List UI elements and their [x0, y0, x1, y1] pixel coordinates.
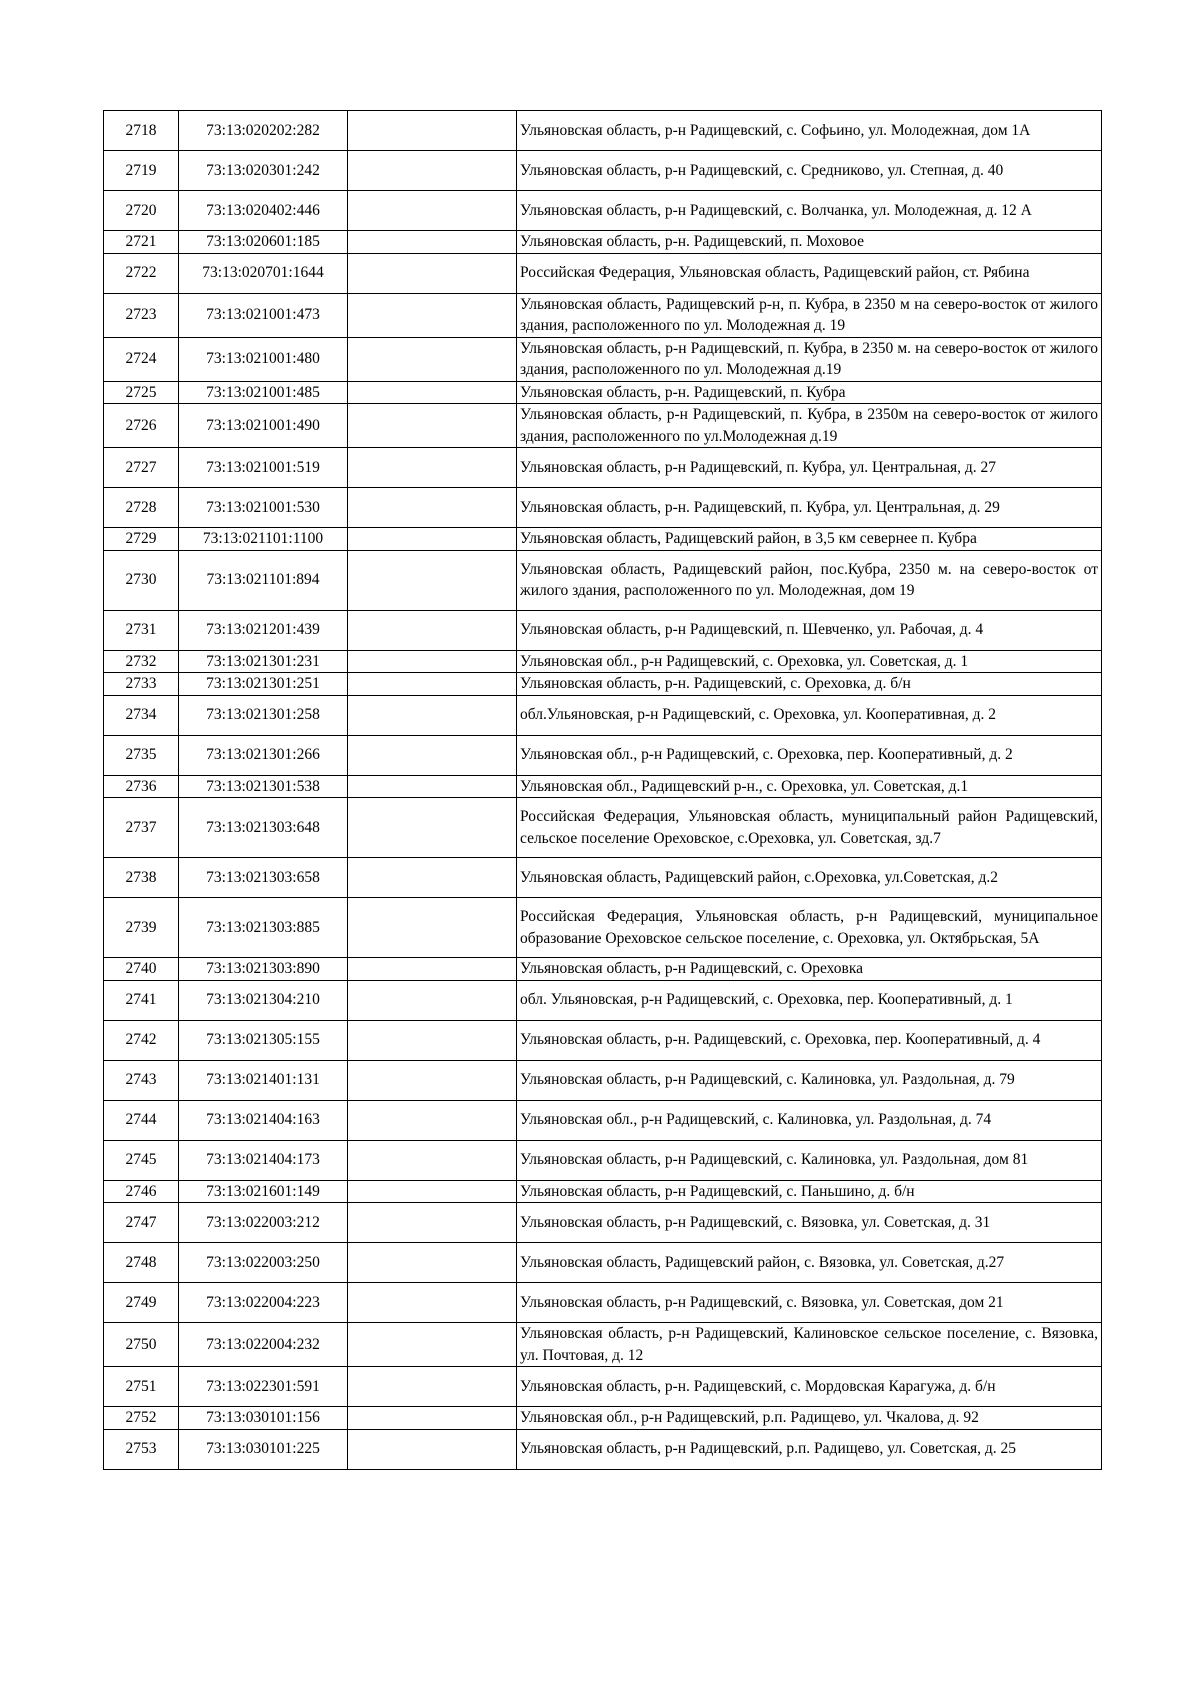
empty-cell [348, 381, 517, 404]
row-number-cell: 2721 [104, 231, 179, 254]
address-cell: Ульяновская область, р-н. Радищевский, с. Ореховка, д. б/н [517, 673, 1102, 696]
address-cell: Российская Федерация, Ульяновская область, р-н Радищевский, муниципальное образование Ореховское сельское поселение, с. Ореховка, ул. Октябрьская, 5А [517, 898, 1102, 958]
row-number-cell: 2743 [104, 1060, 179, 1100]
cadastral-number-cell: 73:13:021303:648 [179, 798, 348, 858]
empty-cell [348, 980, 517, 1020]
cadastral-number-cell: 73:13:021101:894 [179, 550, 348, 610]
cadastral-number-cell: 73:13:030101:225 [179, 1429, 348, 1469]
row-number-cell: 2731 [104, 610, 179, 650]
table-row [104, 798, 1102, 858]
empty-cell [348, 610, 517, 650]
cadastral-number-cell: 73:13:030101:156 [179, 1407, 348, 1430]
row-number-cell: 2718 [104, 111, 179, 151]
row-number-cell: 2733 [104, 673, 179, 696]
row-number-cell: 2723 [104, 293, 179, 337]
table-row [104, 151, 1102, 191]
cadastral-number-cell: 73:13:021001:519 [179, 448, 348, 488]
empty-cell [348, 1100, 517, 1140]
row-number-cell: 2745 [104, 1140, 179, 1180]
address-cell: Ульяновская область, р-н Радищевский, п. Кубра, ул. Центральная, д. 27 [517, 448, 1102, 488]
table-row [104, 610, 1102, 650]
table-row [104, 1140, 1102, 1180]
cadastral-number-cell: 73:13:020402:446 [179, 191, 348, 231]
address-cell: Ульяновская область, р-н Радищевский, с. Паньшино, д. б/н [517, 1180, 1102, 1203]
row-number-cell: 2752 [104, 1407, 179, 1430]
table-row [104, 673, 1102, 696]
cadastral-number-cell: 73:13:021301:251 [179, 673, 348, 696]
row-number-cell: 2735 [104, 735, 179, 775]
cadastral-number-cell: 73:13:022004:232 [179, 1323, 348, 1367]
cadastral-number-cell: 73:13:021001:485 [179, 381, 348, 404]
table-row [104, 488, 1102, 528]
address-cell: Ульяновская обл., р-н Радищевский, с. Ореховка, ул. Советская, д. 1 [517, 650, 1102, 673]
address-cell: Ульяновская область, Радищевский район, с. Вязовка, ул. Советская, д.27 [517, 1243, 1102, 1283]
address-cell: Ульяновская область, р-н. Радищевский, п. Моховое [517, 231, 1102, 254]
cadastral-number-cell: 73:13:020202:282 [179, 111, 348, 151]
row-number-cell: 2737 [104, 798, 179, 858]
row-number-cell: 2736 [104, 775, 179, 798]
table-row [104, 1203, 1102, 1243]
table-row [104, 550, 1102, 610]
address-cell: Ульяновская область, р-н. Радищевский, с. Ореховка, пер. Кооперативный, д. 4 [517, 1020, 1102, 1060]
empty-cell [348, 337, 517, 381]
empty-cell [348, 650, 517, 673]
row-number-cell: 2749 [104, 1283, 179, 1323]
cadastral-number-cell: 73:13:021301:538 [179, 775, 348, 798]
empty-cell [348, 1203, 517, 1243]
table-row [104, 337, 1102, 381]
empty-cell [348, 253, 517, 293]
address-cell: Ульяновская область, р-н Радищевский, с. Вязовка, ул. Советская, д. 31 [517, 1203, 1102, 1243]
cadastral-number-cell: 73:13:022301:591 [179, 1367, 348, 1407]
address-cell: Ульяновская обл., р-н Радищевский, с. Ореховка, пер. Кооперативный, д. 2 [517, 735, 1102, 775]
empty-cell [348, 695, 517, 735]
empty-cell [348, 1429, 517, 1469]
cadastral-number-cell: 73:13:020701:1644 [179, 253, 348, 293]
table-row [104, 1180, 1102, 1203]
row-number-cell: 2728 [104, 488, 179, 528]
empty-cell [348, 1283, 517, 1323]
table-row [104, 1323, 1102, 1367]
address-cell: Российская Федерация, Ульяновская область, муниципальный район Радищевский, сельское поселение Ореховское, с.Ореховка, ул. Советская, зд.7 [517, 798, 1102, 858]
empty-cell [348, 775, 517, 798]
address-cell: Ульяновская область, Радищевский район, пос.Кубра, 2350 м. на северо-восток от жилого здания, расположенного по ул. Молодежная, дом 19 [517, 550, 1102, 610]
row-number-cell: 2726 [104, 404, 179, 448]
cadastral-number-cell: 73:13:022003:212 [179, 1203, 348, 1243]
address-cell: Ульяновская область, р-н Радищевский, р.п. Радищево, ул. Советская, д. 25 [517, 1429, 1102, 1469]
empty-cell [348, 735, 517, 775]
cadastral-number-cell: 73:13:021301:266 [179, 735, 348, 775]
row-number-cell: 2727 [104, 448, 179, 488]
cadastral-number-cell: 73:13:022003:250 [179, 1243, 348, 1283]
row-number-cell: 2732 [104, 650, 179, 673]
empty-cell [348, 151, 517, 191]
empty-cell [348, 550, 517, 610]
cadastral-number-cell: 73:13:021001:473 [179, 293, 348, 337]
empty-cell [348, 448, 517, 488]
table-row [104, 1407, 1102, 1430]
address-cell: Ульяновская обл., Радищевский р-н., с. Ореховка, ул. Советская, д.1 [517, 775, 1102, 798]
empty-cell [348, 1060, 517, 1100]
row-number-cell: 2746 [104, 1180, 179, 1203]
empty-cell [348, 1180, 517, 1203]
row-number-cell: 2750 [104, 1323, 179, 1367]
table-row [104, 775, 1102, 798]
cadastral-number-cell: 73:13:021101:1100 [179, 528, 348, 551]
row-number-cell: 2753 [104, 1429, 179, 1469]
address-cell: Ульяновская область, р-н Радищевский, с. Волчанка, ул. Молодежная, д. 12 А [517, 191, 1102, 231]
row-number-cell: 2741 [104, 980, 179, 1020]
empty-cell [348, 1323, 517, 1367]
address-cell: Ульяновская обл., р-н Радищевский, р.п. Радищево, ул. Чкалова, д. 92 [517, 1407, 1102, 1430]
empty-cell [348, 293, 517, 337]
row-number-cell: 2751 [104, 1367, 179, 1407]
table-row [104, 111, 1102, 151]
table-row [104, 448, 1102, 488]
table-row [104, 1060, 1102, 1100]
table-row [104, 293, 1102, 337]
address-cell: Ульяновская область, р-н. Радищевский, с. Мордовская Карагужа, д. б/н [517, 1367, 1102, 1407]
row-number-cell: 2739 [104, 898, 179, 958]
table-body [104, 111, 1102, 1470]
address-cell: Ульяновская область, р-н Радищевский, п. Кубра, в 2350м на северо-восток от жилого здания, расположенного по ул.Молодежная д.19 [517, 404, 1102, 448]
empty-cell [348, 231, 517, 254]
table-row [104, 650, 1102, 673]
table-row [104, 958, 1102, 981]
address-cell: Ульяновская область, р-н Радищевский, с. Калиновка, ул. Раздольная, д. 79 [517, 1060, 1102, 1100]
address-cell: Ульяновская область, р-н. Радищевский, п. Кубра, ул. Центральная, д. 29 [517, 488, 1102, 528]
table-row [104, 695, 1102, 735]
cadastral-number-cell: 73:13:021404:173 [179, 1140, 348, 1180]
row-number-cell: 2740 [104, 958, 179, 981]
cadastral-number-cell: 73:13:021601:149 [179, 1180, 348, 1203]
row-number-cell: 2720 [104, 191, 179, 231]
cadastral-number-cell: 73:13:021303:658 [179, 858, 348, 898]
row-number-cell: 2738 [104, 858, 179, 898]
address-cell: Ульяновская область, р-н Радищевский, Калиновское сельское поселение, с. Вязовка, ул. Почтовая, д. 12 [517, 1323, 1102, 1367]
table-row [104, 528, 1102, 551]
address-cell: обл. Ульяновская, р-н Радищевский, с. Ореховка, пер. Кооперативный, д. 1 [517, 980, 1102, 1020]
cadastral-number-cell: 73:13:022004:223 [179, 1283, 348, 1323]
empty-cell [348, 673, 517, 696]
table-row [104, 1429, 1102, 1469]
address-cell: Ульяновская область, Радищевский район, с.Ореховка, ул.Советская, д.2 [517, 858, 1102, 898]
address-cell: Ульяновская область, р-н Радищевский, с. Вязовка, ул. Советская, дом 21 [517, 1283, 1102, 1323]
cadastral-number-cell: 73:13:020601:185 [179, 231, 348, 254]
row-number-cell: 2748 [104, 1243, 179, 1283]
empty-cell [348, 488, 517, 528]
empty-cell [348, 858, 517, 898]
address-cell: Ульяновская область, р-н Радищевский, с. Калиновка, ул. Раздольная, дом 81 [517, 1140, 1102, 1180]
table-row [104, 1100, 1102, 1140]
table-row [104, 1283, 1102, 1323]
address-cell: обл.Ульяновская, р-н Радищевский, с. Ореховка, ул. Кооперативная, д. 2 [517, 695, 1102, 735]
row-number-cell: 2729 [104, 528, 179, 551]
empty-cell [348, 958, 517, 981]
table-row [104, 858, 1102, 898]
row-number-cell: 2742 [104, 1020, 179, 1060]
empty-cell [348, 191, 517, 231]
empty-cell [348, 1367, 517, 1407]
property-register-table [103, 110, 1102, 1470]
row-number-cell: 2734 [104, 695, 179, 735]
address-cell: Российская Федерация, Ульяновская область, Радищевский район, ст. Рябина [517, 253, 1102, 293]
address-cell: Ульяновская область, р-н Радищевский, п. Шевченко, ул. Рабочая, д. 4 [517, 610, 1102, 650]
empty-cell [348, 111, 517, 151]
address-cell: Ульяновская область, р-н Радищевский, с. Средниково, ул. Степная, д. 40 [517, 151, 1102, 191]
table-row [104, 191, 1102, 231]
cadastral-number-cell: 73:13:021404:163 [179, 1100, 348, 1140]
row-number-cell: 2724 [104, 337, 179, 381]
table-row [104, 381, 1102, 404]
cadastral-number-cell: 73:13:021303:890 [179, 958, 348, 981]
empty-cell [348, 404, 517, 448]
cadastral-number-cell: 73:13:021201:439 [179, 610, 348, 650]
table-row [104, 980, 1102, 1020]
address-cell: Ульяновская область, Радищевский район, в 3,5 км севернее п. Кубра [517, 528, 1102, 551]
cadastral-number-cell: 73:13:021001:490 [179, 404, 348, 448]
empty-cell [348, 898, 517, 958]
cadastral-number-cell: 73:13:021305:155 [179, 1020, 348, 1060]
table-row [104, 1243, 1102, 1283]
row-number-cell: 2719 [104, 151, 179, 191]
address-cell: Ульяновская область, р-н Радищевский, п. Кубра, в 2350 м. на северо-восток от жилого здания, расположенного по ул. Молодежная д.19 [517, 337, 1102, 381]
table-row [104, 253, 1102, 293]
empty-cell [348, 798, 517, 858]
empty-cell [348, 1243, 517, 1283]
table-row [104, 735, 1102, 775]
table-row [104, 898, 1102, 958]
empty-cell [348, 1140, 517, 1180]
cadastral-number-cell: 73:13:021303:885 [179, 898, 348, 958]
empty-cell [348, 528, 517, 551]
table-row [104, 1020, 1102, 1060]
address-cell: Ульяновская обл., р-н Радищевский, с. Калиновка, ул. Раздольная, д. 74 [517, 1100, 1102, 1140]
cadastral-number-cell: 73:13:021301:258 [179, 695, 348, 735]
cadastral-number-cell: 73:13:021001:480 [179, 337, 348, 381]
table-row [104, 231, 1102, 254]
cadastral-number-cell: 73:13:021301:231 [179, 650, 348, 673]
empty-cell [348, 1407, 517, 1430]
row-number-cell: 2730 [104, 550, 179, 610]
table-row [104, 404, 1102, 448]
address-cell: Ульяновская область, р-н. Радищевский, п. Кубра [517, 381, 1102, 404]
row-number-cell: 2725 [104, 381, 179, 404]
cadastral-number-cell: 73:13:021001:530 [179, 488, 348, 528]
row-number-cell: 2744 [104, 1100, 179, 1140]
empty-cell [348, 1020, 517, 1060]
row-number-cell: 2747 [104, 1203, 179, 1243]
cadastral-number-cell: 73:13:020301:242 [179, 151, 348, 191]
row-number-cell: 2722 [104, 253, 179, 293]
cadastral-number-cell: 73:13:021401:131 [179, 1060, 348, 1100]
cadastral-number-cell: 73:13:021304:210 [179, 980, 348, 1020]
address-cell: Ульяновская область, Радищевский р-н, п. Кубра, в 2350 м на северо-восток от жилого здания, расположенного по ул. Молодежная д. 19 [517, 293, 1102, 337]
table-row [104, 1367, 1102, 1407]
address-cell: Ульяновская область, р-н Радищевский, с. Софьино, ул. Молодежная, дом 1А [517, 111, 1102, 151]
address-cell: Ульяновская область, р-н Радищевский, с. Ореховка [517, 958, 1102, 981]
